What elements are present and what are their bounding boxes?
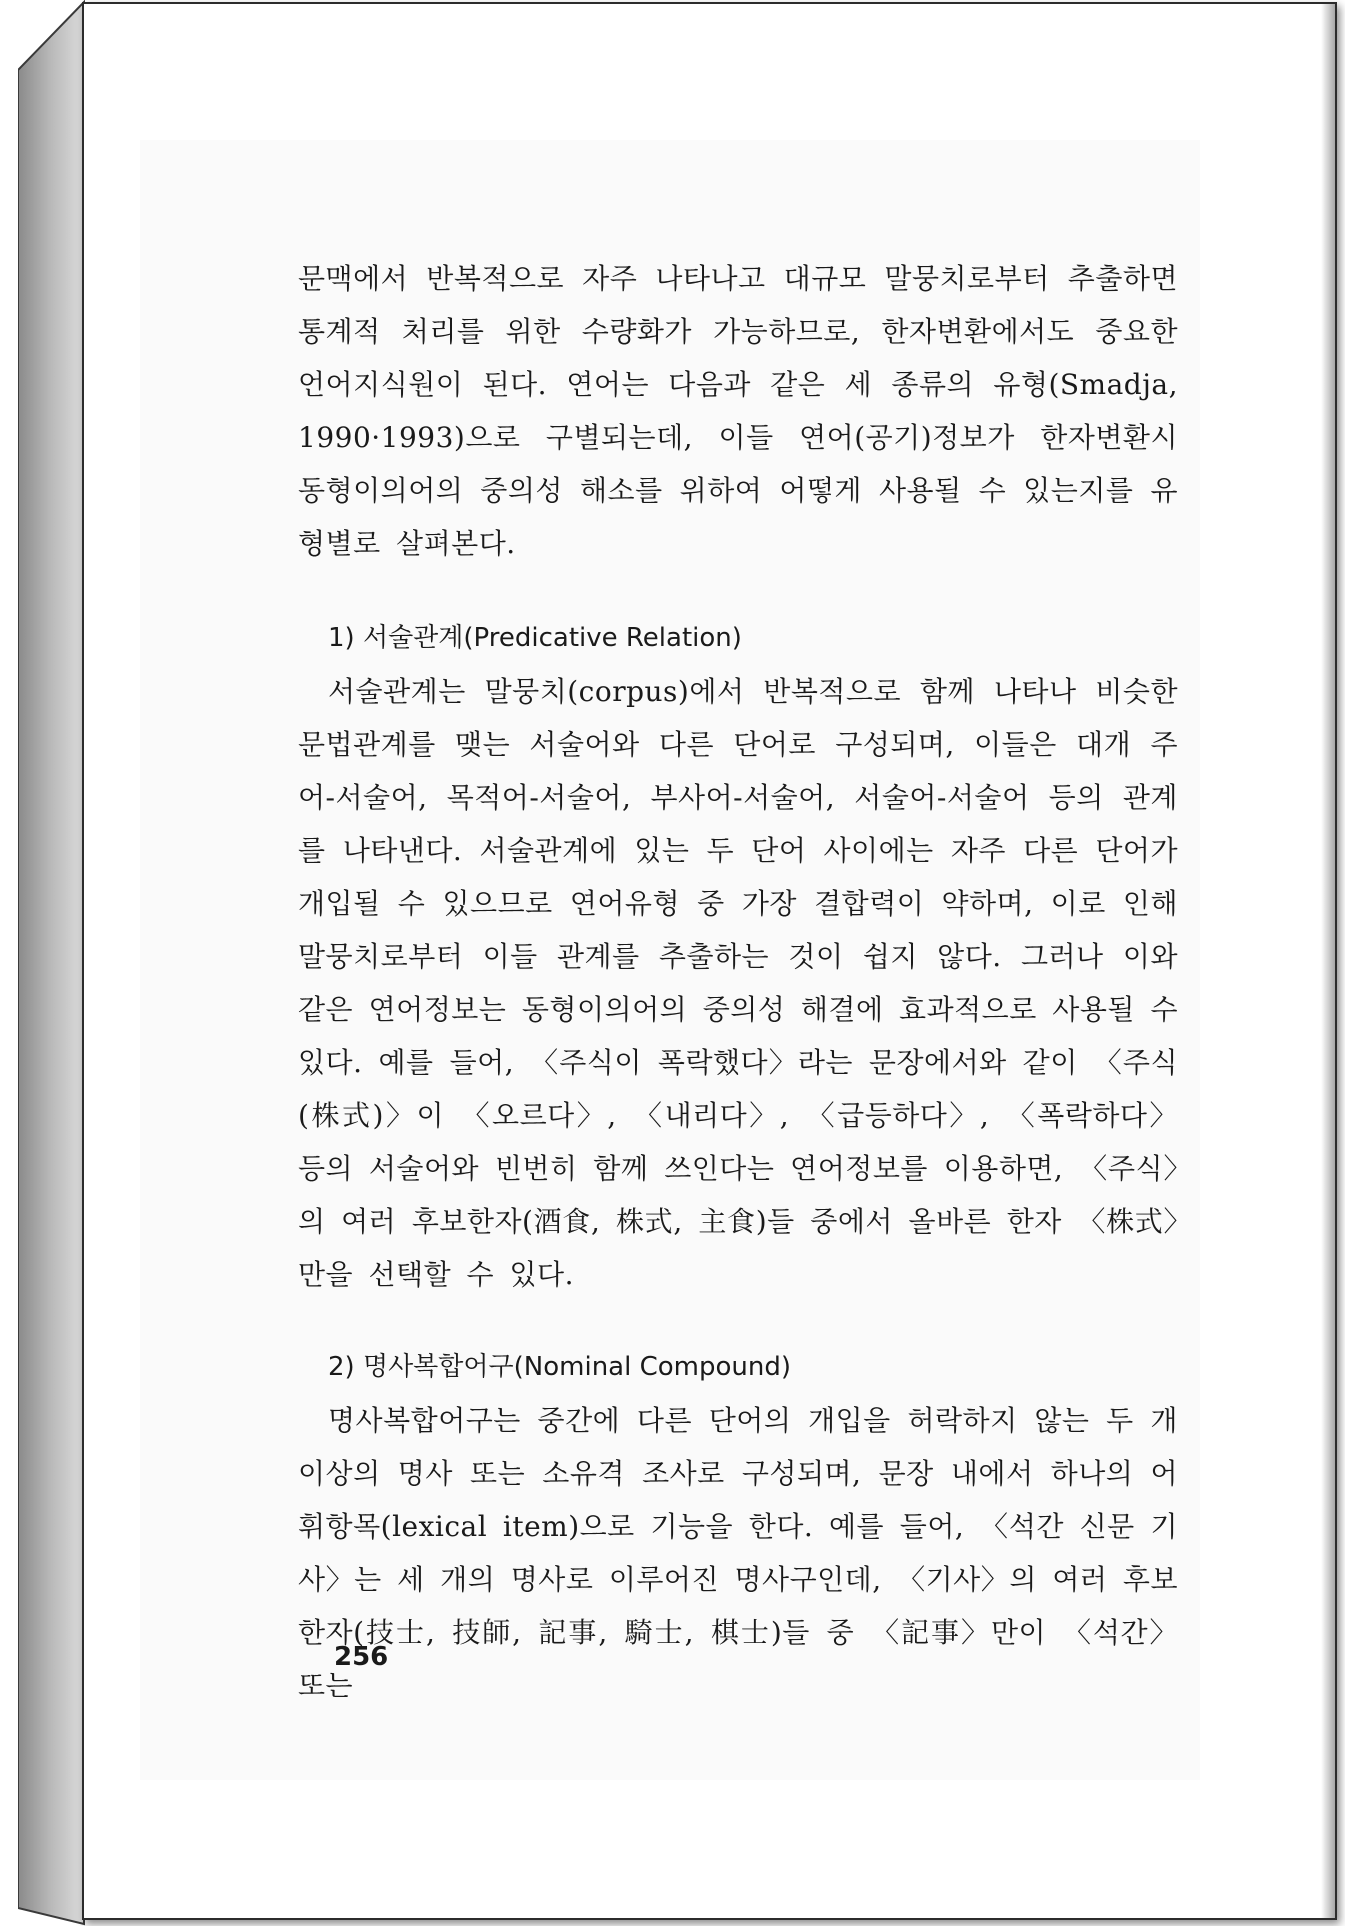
intro-paragraph: 문맥에서 반복적으로 자주 나타나고 대규모 말뭉치로부터 추출하면 통계적 처리를 위한 수량화가 가능하므로, 한자변환에서도 중요한 언어지식원이 된다. 연어는 다음과 같은 세 종류의 유형(Smadja, 1990·1993)으로 구별되는데, 이들 연어(공기)정보가 한자변환시 동형이의어의 중의성 해소를 위하여 어떻게 사용될 수 있는지를 유형별로 살펴본다. [298, 262, 1178, 560]
book-spine [18, 0, 90, 1926]
section-heading-nominal: 2) 명사복합어구(Nominal Compound) [328, 1352, 792, 1382]
section-spacer [298, 1301, 1178, 1341]
page-edge-shadow [1321, 4, 1335, 1918]
page-content [298, 252, 1178, 1712]
section-heading-predicative: 1) 서술관계(Predicative Relation) [328, 623, 742, 653]
nominal-paragraph: 명사복합어구는 중간에 다른 단어의 개입을 허락하지 않는 두 개 이상의 명사 또는 소유격 조사로 구성되며, 문장 내에서 하나의 어휘항목(lexical item)으로 기능을 한다. 예를 들어, 〈석간 신문 기사〉는 세 개의 명사로 이루어진 명사구인데, 〈기사〉의 여러 후보한자(技士, 技師, 記事, 騎士, 棋士)들 중 〈記事〉만이 〈석간〉 또는 [298, 1404, 1178, 1702]
section-spacer [298, 570, 1178, 612]
predicative-paragraph: 서술관계는 말뭉치(corpus)에서 반복적으로 함께 나타나 비슷한 문법관계를 맺는 서술어와 다른 단어로 구성되며, 이들은 대개 주어-서술어, 목적어-서술어, 부사어-서술어, 서술어-서술어 등의 관계를 나타낸다. 서술관계에 있는 두 단어 사이에는 자주 다른 단어가 개입될 수 있으므로 연어유형 중 가장 결합력이 약하며, 이로 인해 말뭉치로부터 이들 관계를 추출하는 것이 쉽지 않다. 그러나 이와 같은 연어정보는 동형이의어의 중의성 해결에 효과적으로 사용될 수 있다. 예를 들어, 〈주식이 폭락했다〉라는 문장에서와 같이 〈주식(株式)〉이 〈오르다〉, 〈내리다〉, 〈급등하다〉, 〈폭락하다〉 등의 서술어와 빈번히 함께 쓰인다는 연어정보를 이용하면, 〈주식〉의 여러 후보한자(酒食, 株式, 主食)들 중에서 올바른 한자 〈株式〉만을 선택할 수 있다. [298, 675, 1178, 1291]
page-number: 256 [334, 1642, 389, 1672]
